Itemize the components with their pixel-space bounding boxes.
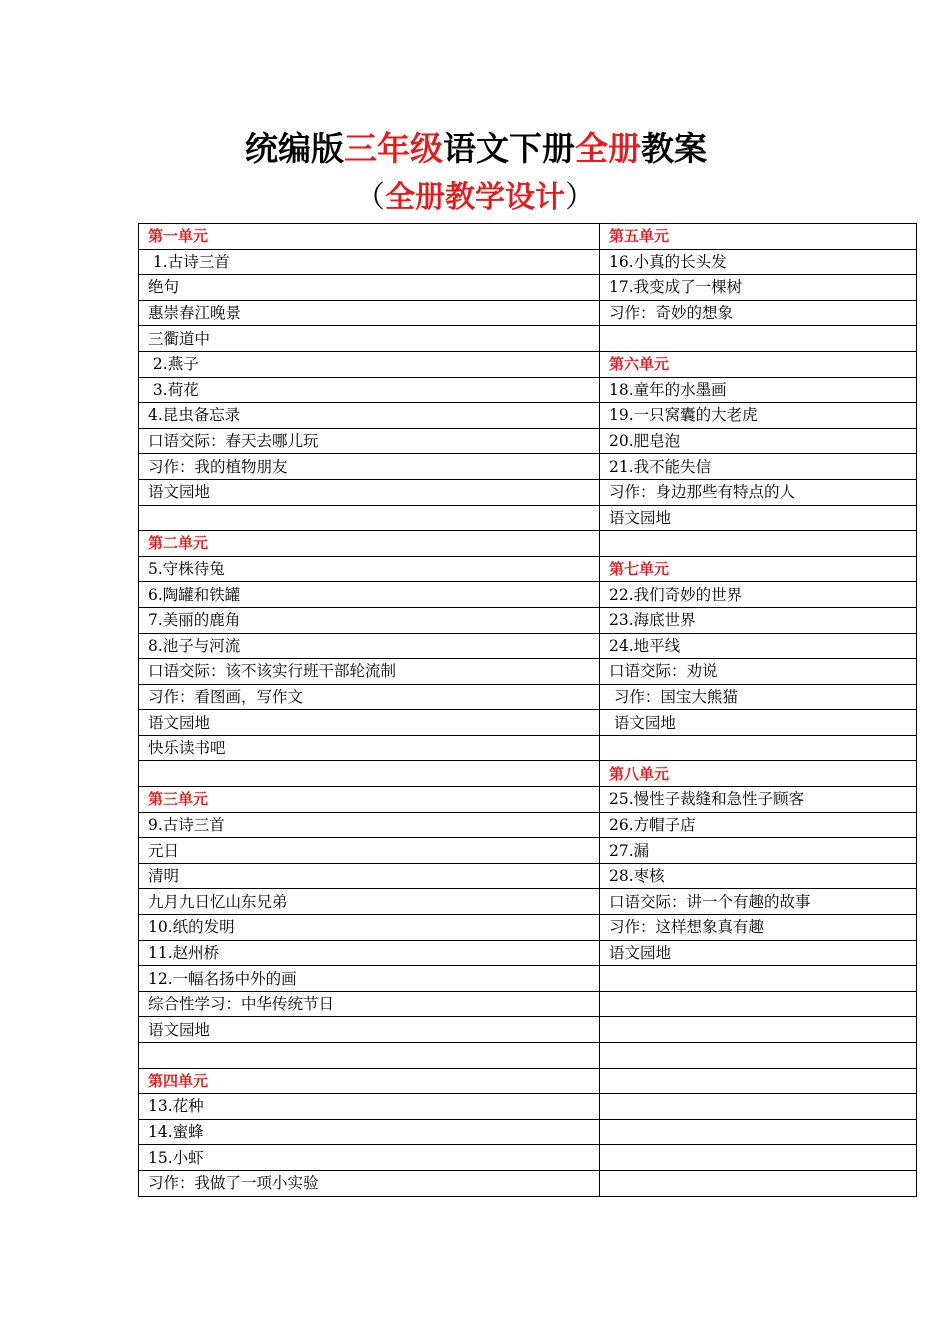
table-row: [139, 377, 917, 403]
unit-heading-right: 第六单元: [600, 351, 917, 377]
lesson-cell-left: 13.花种: [139, 1094, 600, 1120]
lesson-cell-right: 语文园地: [600, 710, 917, 736]
table-row: [139, 1170, 917, 1196]
lesson-cell-left: 元日: [139, 838, 600, 864]
lesson-cell-left: 语文园地: [139, 710, 600, 736]
lesson-cell-right: 语文园地: [600, 505, 917, 531]
table-row: [139, 556, 917, 582]
lesson-cell-left: 三衢道中: [139, 326, 600, 352]
lesson-cell-left: 9.古诗三首: [139, 812, 600, 838]
unit-heading-left: 第二单元: [139, 531, 600, 557]
table-row: [139, 991, 917, 1017]
lesson-cell-right: [600, 991, 917, 1017]
lesson-cell-right: 习作：身边那些有特点的人: [600, 479, 917, 505]
table-row: [139, 1119, 917, 1145]
lesson-cell-left: 15.小虾: [139, 1145, 600, 1171]
table-row: [139, 531, 917, 557]
lesson-cell-right: 21.我不能失信: [600, 454, 917, 480]
lesson-cell-right: [600, 1119, 917, 1145]
table-row: [139, 1068, 917, 1094]
lesson-cell-right: 习作：这样想象真有趣: [600, 915, 917, 941]
title-part-5: 教案: [641, 129, 707, 168]
table-row: [139, 1145, 917, 1171]
lesson-cell-left: 习作：我的植物朋友: [139, 454, 600, 480]
lesson-cell-left: 7.美丽的鹿角: [139, 607, 600, 633]
lesson-cell-left: 惠崇春江晚景: [139, 300, 600, 326]
table-row: [139, 479, 917, 505]
lesson-cell-left: 3.荷花: [139, 377, 600, 403]
lesson-cell-right: [600, 1094, 917, 1120]
table-row: [139, 1043, 917, 1069]
table-row: [139, 915, 917, 941]
lesson-cell-left: 口语交际：该不该实行班干部轮流制: [139, 659, 600, 685]
contents-table: [138, 223, 917, 1197]
table-row: [139, 275, 917, 301]
table-row: [139, 403, 917, 429]
subtitle-close-paren: ）: [565, 180, 595, 215]
table-row: [139, 863, 917, 889]
lesson-cell-left: 习作：看图画，写作文: [139, 684, 600, 710]
lesson-cell-right: 23.海底世界: [600, 607, 917, 633]
title-part-1: 统编版: [245, 129, 344, 168]
table-row: [139, 735, 917, 761]
lesson-cell-left: [139, 761, 600, 787]
lesson-cell-left: 口语交际：春天去哪儿玩: [139, 428, 600, 454]
lesson-cell-left: 九月九日忆山东兄弟: [139, 889, 600, 915]
lesson-cell-right: [600, 1145, 917, 1171]
lesson-cell-right: [600, 1017, 917, 1043]
title-whole-volume: 全册: [575, 129, 641, 168]
lesson-cell-left: 10.纸的发明: [139, 915, 600, 941]
document-subtitle: [0, 176, 950, 220]
table-row: [139, 633, 917, 659]
lesson-cell-right: 18.童年的水墨画: [600, 377, 917, 403]
lesson-cell-right: 19.一只窝囊的大老虎: [600, 403, 917, 429]
lesson-cell-left: 8.池子与河流: [139, 633, 600, 659]
unit-heading-right: 第五单元: [600, 224, 917, 250]
table-row: [139, 224, 917, 250]
lesson-cell-left: 清明: [139, 863, 600, 889]
lesson-cell-right: 口语交际：讲一个有趣的故事: [600, 889, 917, 915]
lesson-cell-right: [600, 735, 917, 761]
lesson-cell-right: 16.小真的长头发: [600, 249, 917, 275]
subtitle-open-paren: （: [355, 180, 385, 215]
lesson-cell-left: 习作：我做了一项小实验: [139, 1170, 600, 1196]
lesson-cell-left: 11.赵州桥: [139, 940, 600, 966]
document-title: [0, 126, 950, 172]
table-row: [139, 710, 917, 736]
lesson-cell-left: 1.古诗三首: [139, 249, 600, 275]
lesson-cell-right: 语文园地: [600, 940, 917, 966]
lesson-cell-right: [600, 1170, 917, 1196]
lesson-cell-right: 27.漏: [600, 838, 917, 864]
lesson-cell-left: 2.燕子: [139, 351, 600, 377]
contents-table-body: [139, 224, 917, 1197]
table-row: [139, 812, 917, 838]
lesson-cell-left: 6.陶罐和铁罐: [139, 582, 600, 608]
table-row: [139, 607, 917, 633]
table-row: [139, 505, 917, 531]
lesson-cell-right: 25.慢性子裁缝和急性子顾客: [600, 787, 917, 813]
table-row: [139, 326, 917, 352]
title-part-3: 语文下册: [443, 129, 575, 168]
table-row: [139, 761, 917, 787]
lesson-cell-right: 26.方帽子店: [600, 812, 917, 838]
lesson-cell-right: 习作：国宝大熊猫: [600, 684, 917, 710]
lesson-cell-left: 综合性学习：中华传统节日: [139, 991, 600, 1017]
lesson-cell-left: [139, 1043, 600, 1069]
lesson-cell-left: 12.一幅名扬中外的画: [139, 966, 600, 992]
table-row: [139, 582, 917, 608]
lesson-cell-right: 口语交际：劝说: [600, 659, 917, 685]
lesson-cell-right: 17.我变成了一棵树: [600, 275, 917, 301]
table-row: [139, 838, 917, 864]
subtitle-text: 全册教学设计: [385, 180, 565, 215]
lesson-cell-left: 绝句: [139, 275, 600, 301]
lesson-cell-right: [600, 326, 917, 352]
table-row: [139, 787, 917, 813]
lesson-cell-right: 22.我们奇妙的世界: [600, 582, 917, 608]
table-row: [139, 659, 917, 685]
lesson-cell-left: 语文园地: [139, 479, 600, 505]
unit-heading-left: 第三单元: [139, 787, 600, 813]
unit-heading-right: 第八单元: [600, 761, 917, 787]
table-row: [139, 454, 917, 480]
unit-heading-left: 第四单元: [139, 1068, 600, 1094]
title-grade: 三年级: [344, 129, 443, 168]
lesson-cell-right: 习作：奇妙的想象: [600, 300, 917, 326]
lesson-cell-right: 20.肥皂泡: [600, 428, 917, 454]
table-row: [139, 300, 917, 326]
table-row: [139, 684, 917, 710]
lesson-cell-left: 14.蜜蜂: [139, 1119, 600, 1145]
unit-heading-left: 第一单元: [139, 224, 600, 250]
lesson-cell-right: [600, 1043, 917, 1069]
lesson-cell-left: 快乐读书吧: [139, 735, 600, 761]
table-row: [139, 428, 917, 454]
table-row: [139, 351, 917, 377]
lesson-cell-right: 24.地平线: [600, 633, 917, 659]
lesson-cell-right: [600, 966, 917, 992]
table-row: [139, 1094, 917, 1120]
lesson-cell-left: 语文园地: [139, 1017, 600, 1043]
table-row: [139, 940, 917, 966]
unit-heading-right: 第七单元: [600, 556, 917, 582]
table-row: [139, 889, 917, 915]
lesson-cell-right: [600, 1068, 917, 1094]
table-row: [139, 249, 917, 275]
lesson-cell-left: 5.守株待兔: [139, 556, 600, 582]
table-row: [139, 966, 917, 992]
table-row: [139, 1017, 917, 1043]
lesson-cell-left: [139, 505, 600, 531]
lesson-cell-right: [600, 531, 917, 557]
lesson-cell-left: 4.昆虫备忘录: [139, 403, 600, 429]
lesson-cell-right: 28.枣核: [600, 863, 917, 889]
